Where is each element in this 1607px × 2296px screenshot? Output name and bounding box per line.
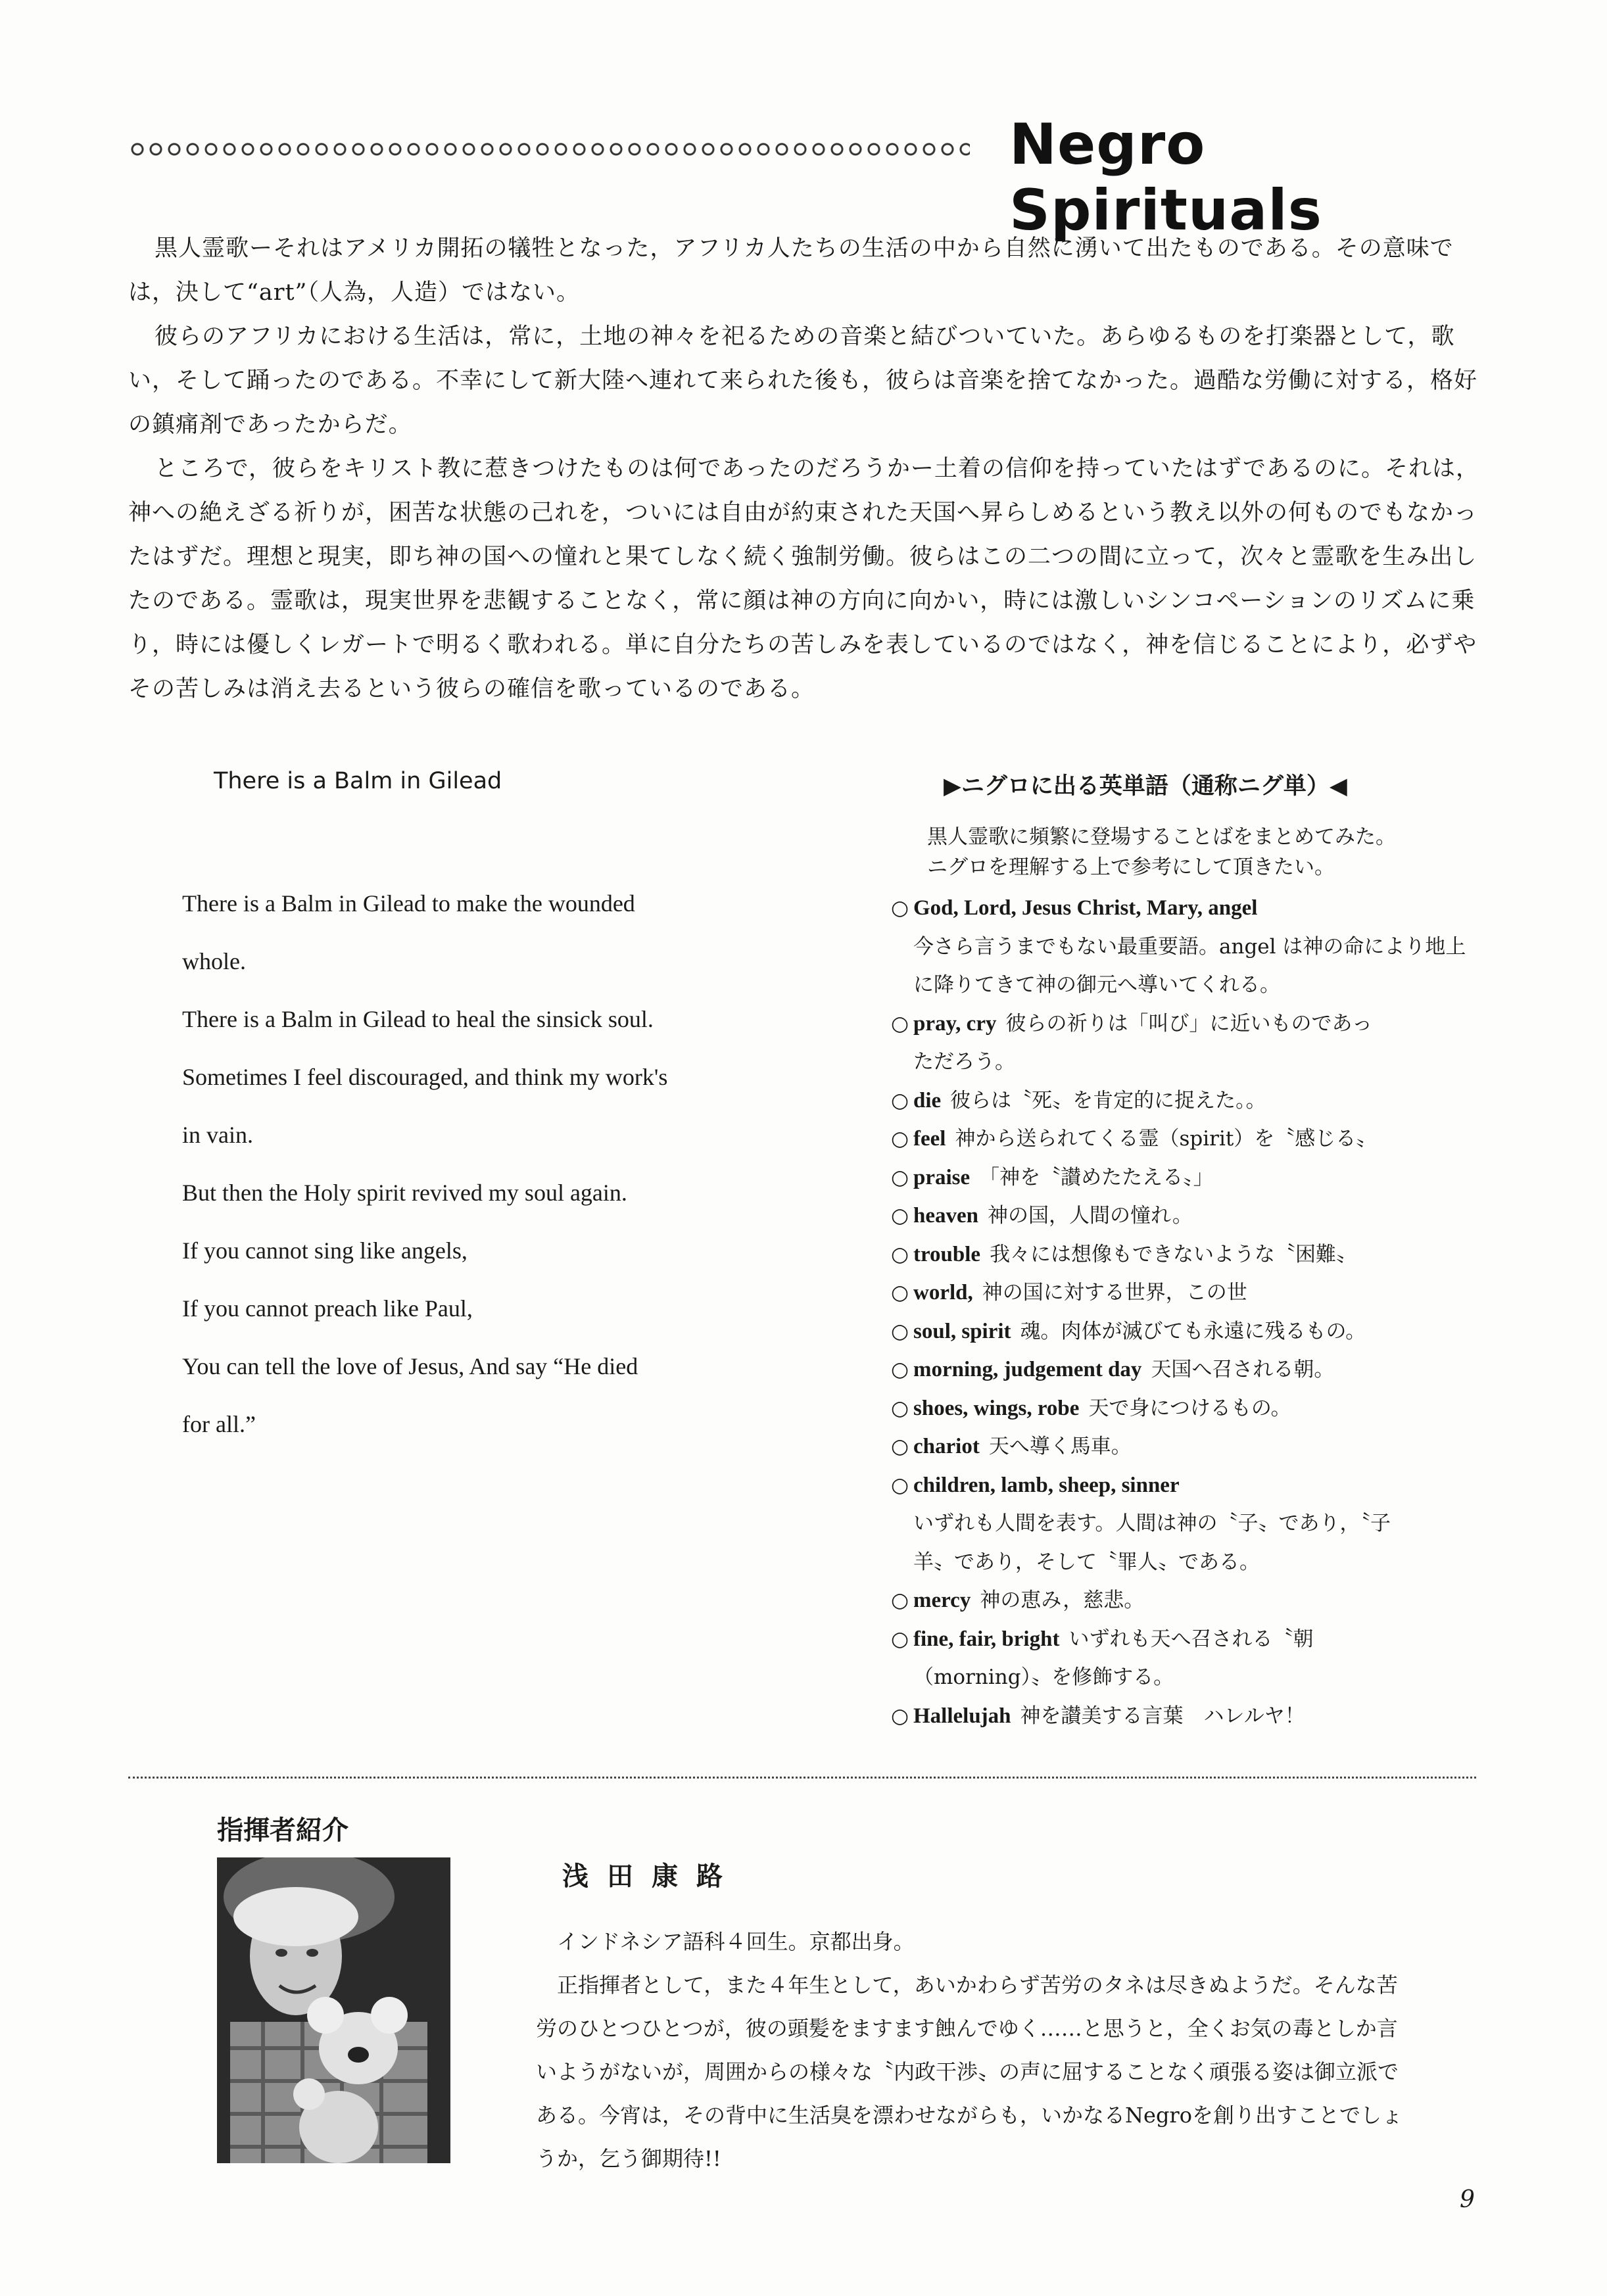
vocab-description: 天へ導く馬車。 — [988, 1435, 1132, 1458]
bullet-circle: ○ — [891, 1358, 909, 1381]
bullet-circle: ○ — [891, 1242, 909, 1266]
vocab-description-continued: 羊〟であり，そして〝罪人〟である。 — [913, 1550, 1260, 1574]
vocab-item — [891, 1235, 1483, 1274]
vocab-term: pray, cry — [913, 1011, 997, 1036]
vocab-term: Hallelujah — [913, 1704, 1011, 1728]
vocab-term: God, Lord, Jesus Christ, Mary, angel — [913, 896, 1258, 920]
vocab-item — [891, 889, 1483, 928]
vocab-term: trouble — [913, 1242, 981, 1266]
vocab-description: 神の国に対する世界，この世 — [982, 1281, 1247, 1304]
vocab-description-continued: いずれも人間を表す。人間は神の〝子〟であり，〝子 — [913, 1512, 1391, 1535]
bullet-circle: ○ — [891, 1281, 909, 1304]
poem-line: whole. — [182, 948, 246, 974]
bullet-circle: ○ — [891, 1589, 909, 1612]
vocab-term: mercy — [913, 1589, 971, 1612]
vocab-list — [891, 889, 1483, 1735]
vocab-description: 神から送られてくる霊（spirit）を〝感じる〟 — [955, 1127, 1377, 1151]
bullet-circle: ○ — [891, 1088, 909, 1112]
vocab-description: 「神を〝讃めたたえる〟」 — [979, 1165, 1214, 1189]
vocab-description: 天国へ召される朝。 — [1151, 1358, 1335, 1381]
vocab-term: die — [913, 1088, 942, 1112]
vocab-description: 神の国，人間の憧れ。 — [988, 1204, 1193, 1228]
poem-line: in vain. — [182, 1122, 253, 1148]
poem-line: There is a Balm in Gilead to make the wounded — [182, 890, 635, 917]
vocab-item — [891, 1120, 1483, 1159]
vocab-term: morning, judgement day — [913, 1358, 1142, 1381]
vocab-item — [891, 1312, 1483, 1351]
vocab-term: children, lamb, sheep, sinner — [913, 1473, 1180, 1497]
vocab-intro — [927, 822, 1493, 882]
vocab-intro-line: 黒人霊歌に頻繁に登場することばをまとめてみた。 — [927, 825, 1396, 849]
poem-line: There is a Balm in Gilead to heal the sinsick soul. — [182, 1006, 654, 1032]
poem-lyrics — [182, 874, 734, 1453]
vocab-description: 彼らの祈りは「叫び」に近いものであっ — [1005, 1011, 1373, 1036]
vocab-description: 彼らは〝死〟を肯定的に捉えた。。 — [950, 1088, 1266, 1112]
vocab-item — [891, 1351, 1483, 1389]
vocab-item — [891, 1697, 1483, 1736]
vocab-description-continued: ただろう。 — [913, 1050, 1015, 1074]
bullet-circle: ○ — [891, 1396, 909, 1420]
vocab-item — [891, 1581, 1483, 1620]
vocab-intro-line: ニグロを理解する上で参考にして頂きたい。 — [927, 855, 1335, 879]
poem-line: Sometimes I feel discouraged, and think my work's — [182, 1064, 668, 1090]
conductor-photo — [217, 1857, 450, 2163]
bio-paragraph: 正指揮者として，また４年生として，あいかわらず苦労のタネは尽きぬようだ。そんな苦労のひとつひとつが，彼の頭髪をますます蝕んでゆく……と思うと，全くお気の毒としか言いようがないが，周囲からの様々な〝内政干渉〟の声に屈することなく頑張る姿は御立派である。今宵は，その背中に生活臭を漂わせながらも，いかなるNegroを創り出すことでしょうか，乞う御期待!! — [536, 1973, 1403, 2171]
conductor-bio — [536, 1920, 1410, 2180]
conductor-name: 浅田康路 — [562, 1861, 741, 1892]
bullet-circle: ○ — [891, 1627, 909, 1651]
intro-text — [128, 227, 1496, 711]
vocab-item — [891, 1466, 1483, 1505]
vocab-term: chariot — [913, 1435, 980, 1458]
vocab-term: shoes, wings, robe — [913, 1396, 1080, 1420]
bullet-circle: ○ — [891, 1204, 909, 1228]
bullet-circle: ○ — [891, 1704, 909, 1728]
vocab-item — [891, 1389, 1483, 1428]
vocab-term: feel — [913, 1127, 946, 1151]
vocab-description: 魂。肉体が滅びても永遠に残るもの。 — [1020, 1319, 1366, 1343]
poem-title: There is a Balm in Gilead — [214, 768, 502, 794]
page-title: Negro Spirituals — [1009, 112, 1322, 243]
page-number: 9 — [1460, 2186, 1475, 2213]
poem-line: But then the Holy spirit revived my soul again. — [182, 1180, 627, 1206]
intro-paragraph: 彼らのアフリカにおける生活は，常に，土地の神々を祀るための音楽と結びついていた。あらゆるものを打楽器として，歌い，そして踊ったのである。不幸にして新大陸へ連れて来られた後も，彼らは音楽を捨てなかった。過酷な労働に対する，格好の鎮痛剤であったからだ。 — [128, 323, 1478, 438]
conductor-section-title: 指揮者紹介 — [217, 1815, 348, 1846]
header-ornament-rule — [128, 141, 970, 157]
bullet-circle: ○ — [891, 1127, 909, 1151]
bullet-circle: ○ — [891, 896, 909, 920]
vocab-item — [891, 1159, 1483, 1197]
vocab-item — [891, 1427, 1483, 1466]
vocab-description-continued: 今さら言うまでもない最重要語。angel は神の命により地上に降りてきて神の御元へ導いてくれる。 — [913, 934, 1466, 997]
bullet-circle: ○ — [891, 1319, 909, 1343]
vocab-term: soul, spirit — [913, 1319, 1011, 1343]
bullet-circle: ○ — [891, 1435, 909, 1458]
vocab-item — [891, 1274, 1483, 1312]
vocab-description: 我々には想像もできないような〝困難〟 — [990, 1242, 1357, 1266]
vocab-item — [891, 1620, 1483, 1659]
vocab-term: fine, fair, bright — [913, 1627, 1060, 1651]
poem-line: for all.” — [182, 1411, 256, 1437]
poem-line: If you cannot preach like Paul, — [182, 1295, 473, 1322]
bullet-circle: ○ — [891, 1165, 909, 1189]
intro-paragraph: ところで，彼らをキリスト教に惹きつけたものは何であったのだろうかー土着の信仰を持っていたはずであるのに。それは，神への絶えざる祈りが，困苦な状態の己れを，ついには自由が約束された天国へ昇らしめるという教え以外の何ものでもなかったはずだ。理想と現実，即ち神の国への憧れと果てしなく続く強制労働。彼らはこの二つの間に立って，次々と霊歌を生み出したのである。霊歌は，現実世界を悲観することなく，常に顔は神の方向に向かい，時には激しいシンコペーションのリズムに乗り，時には優しくレガートで明るく歌われる。単に自分たちの苦しみを表しているのではなく，神を信じることにより，必ずやその苦しみは消え去るという彼らの確信を歌っているのである。 — [128, 456, 1479, 702]
vocab-description: いずれも天へ召される〝朝 — [1068, 1627, 1314, 1651]
intro-paragraph: 黒人霊歌ーそれはアメリカ開拓の犠牲となった，アフリカ人たちの生活の中から自然に湧いて出たものである。その意味では，決して“art”（人為，人造）ではない。 — [128, 235, 1454, 306]
section-divider — [128, 1777, 1476, 1781]
bio-paragraph: インドネシア語科４回生。京都出身。 — [557, 1929, 915, 1954]
vocab-item — [891, 1005, 1483, 1043]
vocab-description: 天で身につけるもの。 — [1088, 1396, 1291, 1420]
bullet-circle: ○ — [891, 1011, 909, 1036]
vocab-description-continued: （morning）〟を修飾する。 — [913, 1665, 1174, 1689]
vocab-title: ▶ニグロに出る英単語（通称ニグ単）◀ — [944, 773, 1347, 800]
vocab-term: heaven — [913, 1204, 978, 1228]
vocab-term: praise — [913, 1165, 971, 1189]
vocab-item — [891, 1082, 1483, 1120]
vocab-term: world, — [913, 1281, 973, 1304]
vocab-description: 神を讃美する言葉 ハレルヤ！ — [1020, 1704, 1305, 1728]
vocab-item — [891, 1197, 1483, 1235]
vocab-description: 神の恵み，慈悲。 — [980, 1589, 1145, 1612]
poem-line: You can tell the love of Jesus, And say “He died — [182, 1353, 638, 1379]
poem-line: If you cannot sing like angels, — [182, 1237, 468, 1264]
bullet-circle: ○ — [891, 1473, 909, 1497]
